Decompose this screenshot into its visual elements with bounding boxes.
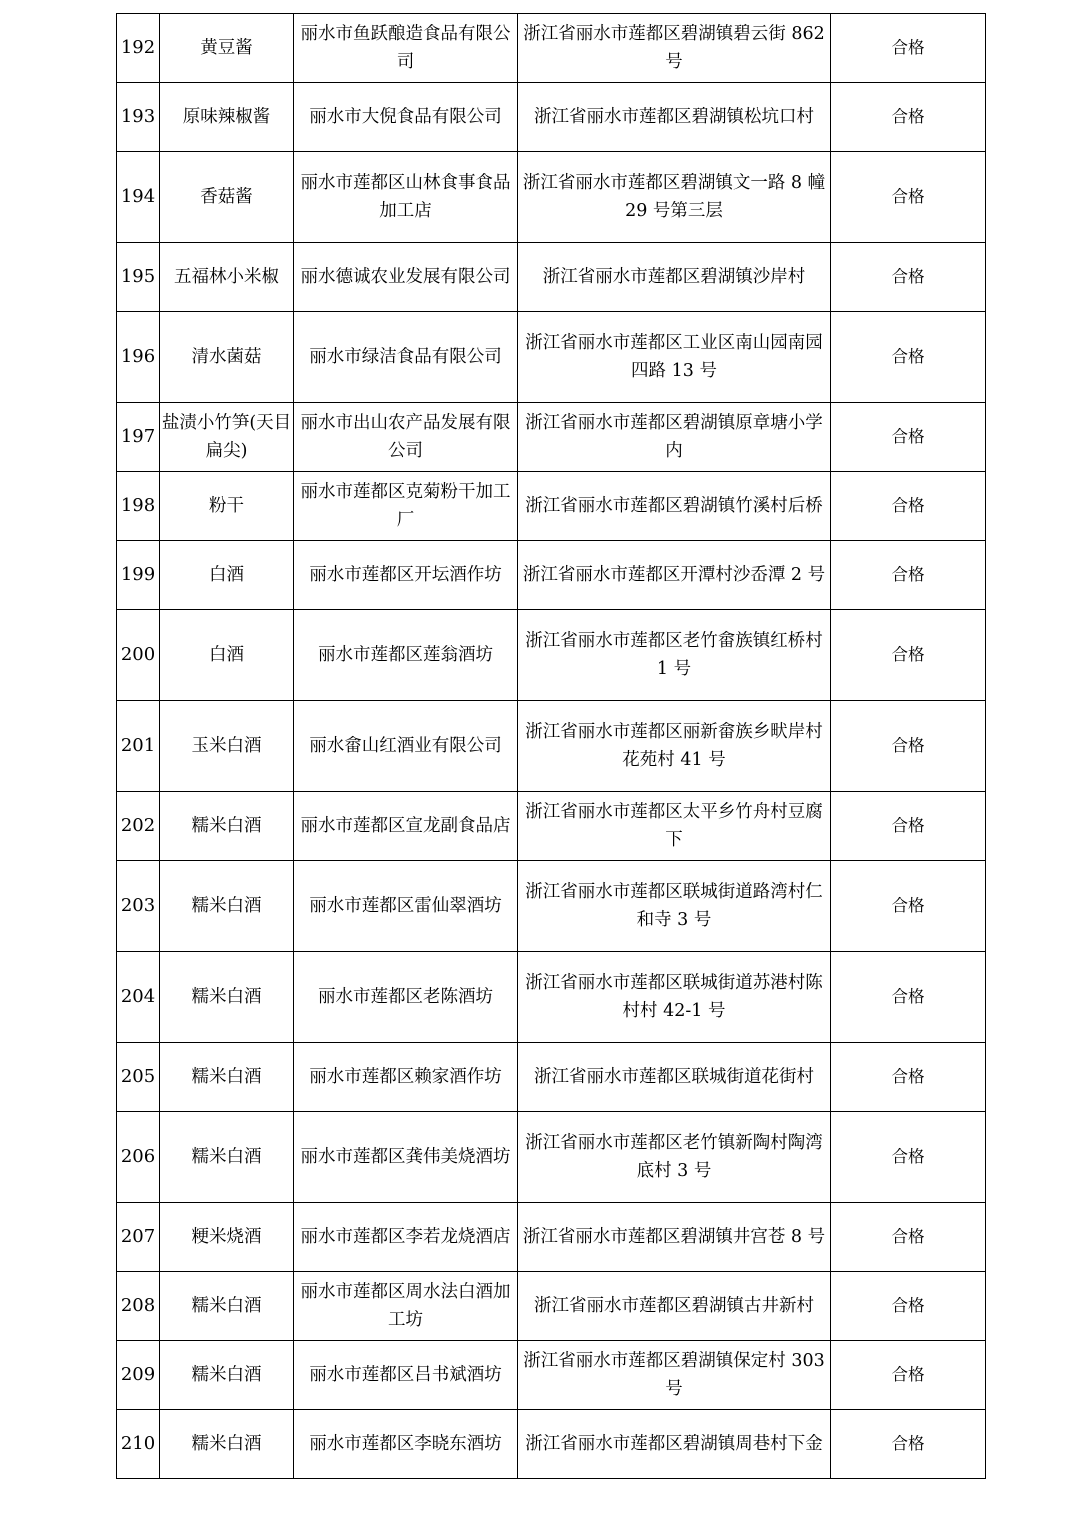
table-row — [117, 83, 986, 152]
row-number: 202 — [117, 792, 160, 861]
inspection-result: 合格 — [831, 403, 986, 472]
company-address: 浙江省丽水市莲都区联城街道花街村 — [518, 1043, 831, 1112]
row-number: 205 — [117, 1043, 160, 1112]
row-number: 194 — [117, 152, 160, 243]
company-name: 丽水市莲都区开坛酒作坊 — [294, 541, 518, 610]
company-address: 浙江省丽水市莲都区联城街道苏港村陈村村 42-1 号 — [518, 952, 831, 1043]
company-address: 浙江省丽水市莲都区碧湖镇周巷村下金 — [518, 1410, 831, 1479]
company-address: 浙江省丽水市莲都区联城街道路湾村仁和寺 3 号 — [518, 861, 831, 952]
company-name: 丽水市莲都区克菊粉干加工厂 — [294, 472, 518, 541]
inspection-result: 合格 — [831, 610, 986, 701]
company-address: 浙江省丽水市莲都区碧湖镇文一路 8 幢 29 号第三层 — [518, 152, 831, 243]
company-name: 丽水畲山红酒业有限公司 — [294, 701, 518, 792]
inspection-result: 合格 — [831, 1341, 986, 1410]
company-name: 丽水市莲都区山林食事食品加工店 — [294, 152, 518, 243]
row-number: 199 — [117, 541, 160, 610]
company-name: 丽水市莲都区李晓东酒坊 — [294, 1410, 518, 1479]
product-name: 糯米白酒 — [160, 1112, 294, 1203]
company-name: 丽水市莲都区周水法白酒加工坊 — [294, 1272, 518, 1341]
inspection-result: 合格 — [831, 1410, 986, 1479]
table-row — [117, 403, 986, 472]
product-name: 原味辣椒酱 — [160, 83, 294, 152]
table-row — [117, 312, 986, 403]
company-name: 丽水市莲都区吕书斌酒坊 — [294, 1341, 518, 1410]
company-name: 丽水市莲都区宣龙副食品店 — [294, 792, 518, 861]
product-name: 糯米白酒 — [160, 861, 294, 952]
inspection-result: 合格 — [831, 83, 986, 152]
inspection-result: 合格 — [831, 1112, 986, 1203]
row-number: 200 — [117, 610, 160, 701]
company-name: 丽水市莲都区赖家酒作坊 — [294, 1043, 518, 1112]
row-number: 195 — [117, 243, 160, 312]
company-name: 丽水市莲都区李若龙烧酒店 — [294, 1203, 518, 1272]
company-address: 浙江省丽水市莲都区丽新畲族乡畎岸村花苑村 41 号 — [518, 701, 831, 792]
product-name: 糯米白酒 — [160, 1410, 294, 1479]
company-address: 浙江省丽水市莲都区碧湖镇松坑口村 — [518, 83, 831, 152]
product-name: 黄豆酱 — [160, 14, 294, 83]
company-address: 浙江省丽水市莲都区碧湖镇碧云街 862 号 — [518, 14, 831, 83]
table-row — [117, 1203, 986, 1272]
company-address: 浙江省丽水市莲都区老竹畲族镇红桥村 1 号 — [518, 610, 831, 701]
company-address: 浙江省丽水市莲都区碧湖镇古井新村 — [518, 1272, 831, 1341]
company-address: 浙江省丽水市莲都区太平乡竹舟村豆腐下 — [518, 792, 831, 861]
table-row — [117, 541, 986, 610]
inspection-result: 合格 — [831, 952, 986, 1043]
company-address: 浙江省丽水市莲都区碧湖镇沙岸村 — [518, 243, 831, 312]
row-number: 207 — [117, 1203, 160, 1272]
company-name: 丽水市大倪食品有限公司 — [294, 83, 518, 152]
table-row — [117, 14, 986, 83]
inspection-result: 合格 — [831, 1203, 986, 1272]
product-name: 糯米白酒 — [160, 792, 294, 861]
table-row — [117, 1341, 986, 1410]
inspection-result: 合格 — [831, 792, 986, 861]
row-number: 203 — [117, 861, 160, 952]
product-name: 盐渍小竹笋(天目扁尖) — [160, 403, 294, 472]
table-row — [117, 861, 986, 952]
product-name: 香菇酱 — [160, 152, 294, 243]
company-address: 浙江省丽水市莲都区碧湖镇保定村 303 号 — [518, 1341, 831, 1410]
company-address: 浙江省丽水市莲都区碧湖镇原章塘小学内 — [518, 403, 831, 472]
company-name: 丽水市莲都区龚伟美烧酒坊 — [294, 1112, 518, 1203]
inspection-result: 合格 — [831, 243, 986, 312]
inspection-table — [116, 13, 986, 1479]
product-name: 粉干 — [160, 472, 294, 541]
table-row — [117, 243, 986, 312]
table-row — [117, 1112, 986, 1203]
table-row — [117, 1410, 986, 1479]
table-row — [117, 1272, 986, 1341]
inspection-result: 合格 — [831, 701, 986, 792]
product-name: 粳米烧酒 — [160, 1203, 294, 1272]
company-name: 丽水市鱼跃酿造食品有限公司 — [294, 14, 518, 83]
row-number: 209 — [117, 1341, 160, 1410]
inspection-result: 合格 — [831, 1043, 986, 1112]
product-name: 白酒 — [160, 610, 294, 701]
row-number: 210 — [117, 1410, 160, 1479]
row-number: 206 — [117, 1112, 160, 1203]
table-row — [117, 610, 986, 701]
table-row — [117, 952, 986, 1043]
company-name: 丽水市绿洁食品有限公司 — [294, 312, 518, 403]
product-name: 清水菌菇 — [160, 312, 294, 403]
inspection-result: 合格 — [831, 541, 986, 610]
product-name: 五福林小米椒 — [160, 243, 294, 312]
inspection-result: 合格 — [831, 1272, 986, 1341]
row-number: 197 — [117, 403, 160, 472]
company-address: 浙江省丽水市莲都区老竹镇新陶村陶湾底村 3 号 — [518, 1112, 831, 1203]
company-address: 浙江省丽水市莲都区工业区南山园南园四路 13 号 — [518, 312, 831, 403]
row-number: 201 — [117, 701, 160, 792]
product-name: 玉米白酒 — [160, 701, 294, 792]
company-address: 浙江省丽水市莲都区碧湖镇竹溪村后桥 — [518, 472, 831, 541]
row-number: 208 — [117, 1272, 160, 1341]
company-name: 丽水市莲都区莲翁酒坊 — [294, 610, 518, 701]
company-name: 丽水德诚农业发展有限公司 — [294, 243, 518, 312]
product-name: 糯米白酒 — [160, 1341, 294, 1410]
product-name: 糯米白酒 — [160, 1043, 294, 1112]
row-number: 204 — [117, 952, 160, 1043]
company-name: 丽水市出山农产品发展有限公司 — [294, 403, 518, 472]
inspection-result: 合格 — [831, 312, 986, 403]
table-row — [117, 701, 986, 792]
table-row — [117, 472, 986, 541]
product-name: 糯米白酒 — [160, 952, 294, 1043]
row-number: 192 — [117, 14, 160, 83]
product-name: 白酒 — [160, 541, 294, 610]
product-name: 糯米白酒 — [160, 1272, 294, 1341]
table-row — [117, 1043, 986, 1112]
company-name: 丽水市莲都区雷仙翠酒坊 — [294, 861, 518, 952]
row-number: 198 — [117, 472, 160, 541]
inspection-result: 合格 — [831, 14, 986, 83]
inspection-result: 合格 — [831, 152, 986, 243]
table-row — [117, 152, 986, 243]
row-number: 193 — [117, 83, 160, 152]
inspection-result: 合格 — [831, 472, 986, 541]
table-row — [117, 792, 986, 861]
company-address: 浙江省丽水市莲都区碧湖镇井宫苍 8 号 — [518, 1203, 831, 1272]
inspection-result: 合格 — [831, 861, 986, 952]
company-address: 浙江省丽水市莲都区开潭村沙岙潭 2 号 — [518, 541, 831, 610]
company-name: 丽水市莲都区老陈酒坊 — [294, 952, 518, 1043]
row-number: 196 — [117, 312, 160, 403]
